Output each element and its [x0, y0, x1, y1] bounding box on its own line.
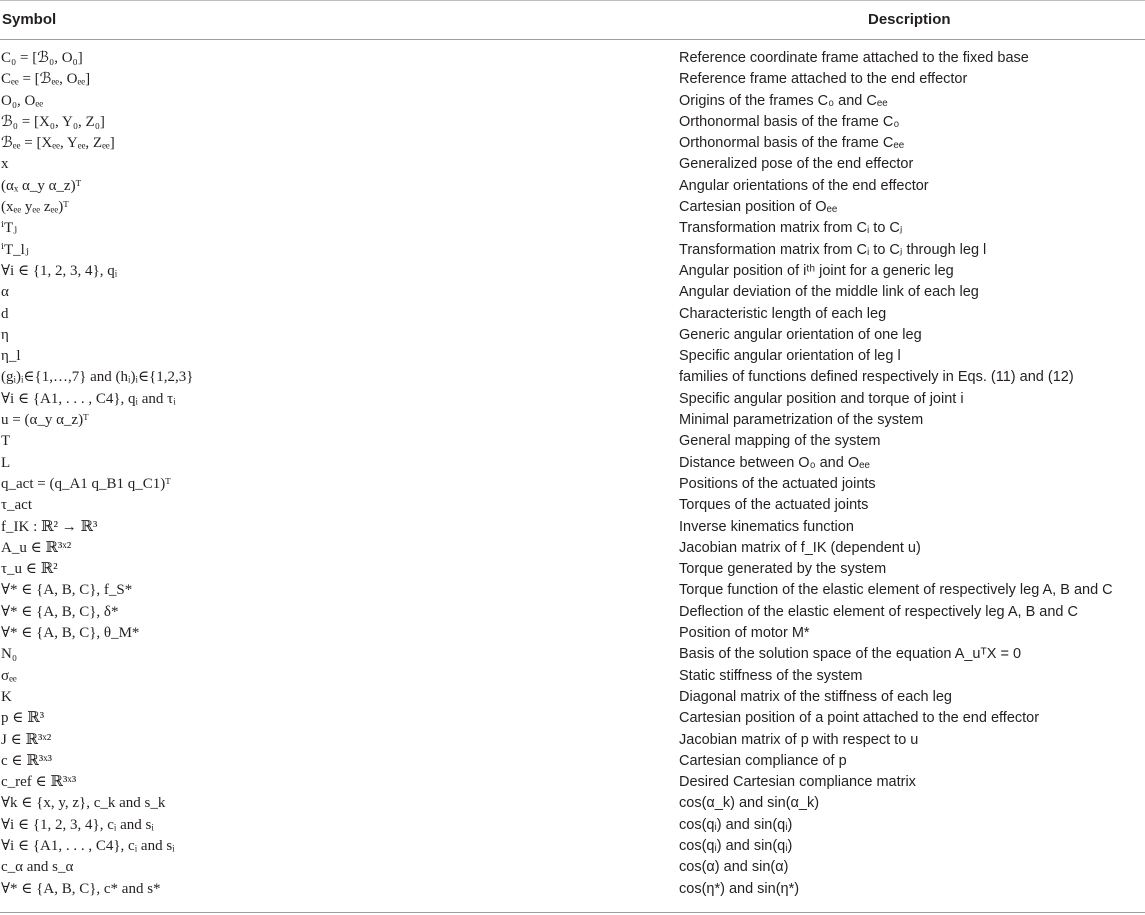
symbol-cell: ∀* ∈ {A, B, C}, f_S*: [1, 582, 133, 599]
description-cell: Angular position of iᵗʰ joint for a generic leg: [679, 262, 954, 279]
table-row: [0, 751, 1145, 772]
table-row: [0, 666, 1145, 687]
table-row: [0, 644, 1145, 665]
table-row: [0, 261, 1145, 282]
symbol-cell: ∀* ∈ {A, B, C}, θ_M*: [1, 625, 140, 642]
table-row: [0, 154, 1145, 175]
description-cell: Transformation matrix from Cᵢ to Cⱼ: [679, 220, 903, 237]
symbol-cell: O₀, Oₑₑ: [1, 92, 44, 109]
symbol-cell: q_act = (q_A1 q_B1 q_C1)ᵀ: [1, 475, 171, 492]
symbol-cell: ⁱT_lⱼ: [1, 241, 29, 258]
table-row: [0, 687, 1145, 708]
description-cell: cos(qᵢ) and sin(qᵢ): [679, 837, 793, 854]
description-cell: Angular orientations of the end effector: [679, 177, 929, 194]
description-cell: Specific angular position and torque of joint i: [679, 390, 964, 407]
description-cell: Generalized pose of the end effector: [679, 156, 914, 173]
symbol-cell: η_l: [1, 348, 21, 365]
description-cell: Reference coordinate frame attached to the fixed base: [679, 50, 1029, 66]
symbol-cell: σₑₑ: [1, 667, 17, 684]
symbol-cell: ℬ₀ = [X₀, Y₀, Z₀]: [1, 113, 105, 130]
table-body: [0, 48, 1145, 900]
symbol-cell: c_α and s_α: [1, 859, 74, 876]
symbol-cell: ∀i ∈ {A1, . . . , C4}, cᵢ and sᵢ: [1, 837, 175, 854]
symbol-cell: f_IK : ℝ² → ℝ³: [1, 518, 98, 535]
symbol-cell: α: [1, 284, 9, 301]
description-cell: Inverse kinematics function: [679, 518, 854, 535]
symbol-cell: ∀k ∈ {x, y, z}, c_k and s_k: [1, 795, 166, 812]
description-cell: Orthonormal basis of the frame Cₑₑ: [679, 135, 905, 152]
symbol-cell: p ∈ ℝ³: [1, 710, 45, 727]
description-cell: Desired Cartesian compliance matrix: [679, 774, 916, 791]
description-cell: cos(η*) and sin(η*): [679, 880, 800, 897]
description-cell: Basis of the solution space of the equation A_uᵀX = 0: [679, 646, 1022, 663]
symbol-cell: τ_act: [1, 497, 33, 514]
table-row: [0, 495, 1145, 516]
symbol-cell: N₀: [1, 646, 18, 663]
symbol-cell: x: [1, 156, 9, 173]
table-row: [0, 197, 1145, 218]
header-rule: [0, 39, 1145, 40]
symbol-cell: c_ref ∈ ℝ³ˣ³: [1, 774, 77, 791]
table-row: [0, 815, 1145, 836]
symbol-cell: A_u ∈ ℝ³ˣ²: [1, 539, 72, 556]
table-row: [0, 836, 1145, 857]
symbol-cell: η: [1, 326, 9, 343]
description-cell: Position of motor M*: [679, 625, 810, 642]
symbol-cell: d: [1, 305, 9, 322]
symbol-cell: (xₑₑ yₑₑ zₑₑ)ᵀ: [1, 199, 69, 216]
table-row: [0, 623, 1145, 644]
symbol-cell: ℬₑₑ = [Xₑₑ, Yₑₑ, Zₑₑ]: [1, 135, 115, 152]
table-row: [0, 389, 1145, 410]
symbol-cell: (gᵢ)ᵢ∈{1,…,7} and (hᵢ)ᵢ∈{1,2,3}: [1, 369, 194, 386]
symbol-cell: C₀ = [ℬ₀, O₀]: [1, 50, 83, 66]
symbol-cell: ∀i ∈ {1, 2, 3, 4}, cᵢ and sᵢ: [1, 816, 154, 833]
description-cell: cos(qᵢ) and sin(qᵢ): [679, 816, 793, 833]
description-cell: Diagonal matrix of the stiffness of each leg: [679, 688, 952, 705]
table-row: [0, 325, 1145, 346]
description-cell: Minimal parametrization of the system: [679, 412, 924, 429]
symbol-cell: ∀* ∈ {A, B, C}, δ*: [1, 603, 119, 620]
description-cell: Static stiffness of the system: [679, 667, 863, 684]
description-cell: cos(α_k) and sin(α_k): [679, 795, 820, 812]
symbol-cell: ∀i ∈ {1, 2, 3, 4}, qᵢ: [1, 262, 118, 279]
description-cell: Torque generated by the system: [679, 561, 887, 578]
description-cell: Transformation matrix from Cᵢ to Cⱼ through leg l: [679, 241, 987, 258]
description-cell: Jacobian matrix of f_IK (dependent u): [679, 539, 921, 556]
table-row: [0, 282, 1145, 303]
table-row: [0, 517, 1145, 538]
description-cell: Cartesian position of a point attached to the end effector: [679, 710, 1040, 727]
symbol-cell: ∀i ∈ {A1, . . . , C4}, qᵢ and τᵢ: [1, 390, 176, 407]
table-row: [0, 48, 1145, 69]
table-row: [0, 453, 1145, 474]
symbol-cell: c ∈ ℝ³ˣ³: [1, 752, 53, 769]
symbol-cell: (αₓ α_y α_z)ᵀ: [1, 177, 82, 194]
description-cell: cos(α) and sin(α): [679, 859, 789, 876]
table-row: [0, 91, 1145, 112]
table-row: [0, 559, 1145, 580]
description-cell: Torques of the actuated joints: [679, 497, 869, 514]
table-row: [0, 346, 1145, 367]
symbol-cell: τ_u ∈ ℝ²: [1, 561, 58, 578]
table-row: [0, 133, 1145, 154]
symbol-cell: L: [1, 454, 11, 471]
symbol-cell: ∀* ∈ {A, B, C}, c* and s*: [1, 880, 161, 897]
description-cell: Orthonormal basis of the frame C₀: [679, 113, 900, 130]
description-cell: General mapping of the system: [679, 433, 881, 450]
table-row: [0, 410, 1145, 431]
table-row: [0, 730, 1145, 751]
symbol-cell: J ∈ ℝ³ˣ²: [1, 731, 52, 748]
table-row: [0, 240, 1145, 261]
table-row: [0, 602, 1145, 623]
description-cell: Reference frame attached to the end effector: [679, 71, 968, 88]
description-cell: Specific angular orientation of leg l: [679, 348, 901, 365]
table-row: [0, 474, 1145, 495]
description-cell: Angular deviation of the middle link of each leg: [679, 284, 979, 301]
symbol-cell: u = (α_y α_z)ᵀ: [1, 412, 89, 429]
symbol-cell: ⁱTⱼ: [1, 220, 18, 237]
symbol-cell: K: [1, 688, 12, 705]
description-cell: Origins of the frames C₀ and Cₑₑ: [679, 92, 888, 109]
table-row: [0, 218, 1145, 239]
description-cell: Torque function of the elastic element of respectively leg A, B and C: [679, 582, 1113, 599]
table-row: [0, 176, 1145, 197]
description-column-header: Description: [868, 11, 951, 28]
table-row: [0, 772, 1145, 793]
table-row: [0, 538, 1145, 559]
symbol-cell: T: [1, 433, 11, 450]
description-cell: Positions of the actuated joints: [679, 475, 876, 492]
description-cell: Jacobian matrix of p with respect to u: [679, 731, 919, 748]
table-row: [0, 304, 1145, 325]
table-bottom-rule: [0, 912, 1145, 913]
symbol-column-header: Symbol: [2, 11, 57, 28]
table-row: [0, 793, 1145, 814]
table-row: [0, 879, 1145, 900]
table-row: [0, 857, 1145, 878]
table-row: [0, 708, 1145, 729]
description-cell: families of functions defined respectively in Eqs. (11) and (12): [679, 369, 1074, 386]
table-row: [0, 69, 1145, 90]
table-row: [0, 431, 1145, 452]
description-cell: Deflection of the elastic element of respectively leg A, B and C: [679, 603, 1078, 620]
table-row: [0, 367, 1145, 388]
description-cell: Cartesian position of Oₑₑ: [679, 199, 838, 216]
table-top-rule: [0, 0, 1145, 1]
description-cell: Distance between O₀ and Oₑₑ: [679, 454, 870, 471]
description-cell: Characteristic length of each leg: [679, 305, 887, 322]
symbol-cell: Cₑₑ = [ℬₑₑ, Oₑₑ]: [1, 71, 91, 88]
description-cell: Generic angular orientation of one leg: [679, 326, 922, 343]
table-row: [0, 580, 1145, 601]
table-row: [0, 112, 1145, 133]
description-cell: Cartesian compliance of p: [679, 752, 847, 769]
